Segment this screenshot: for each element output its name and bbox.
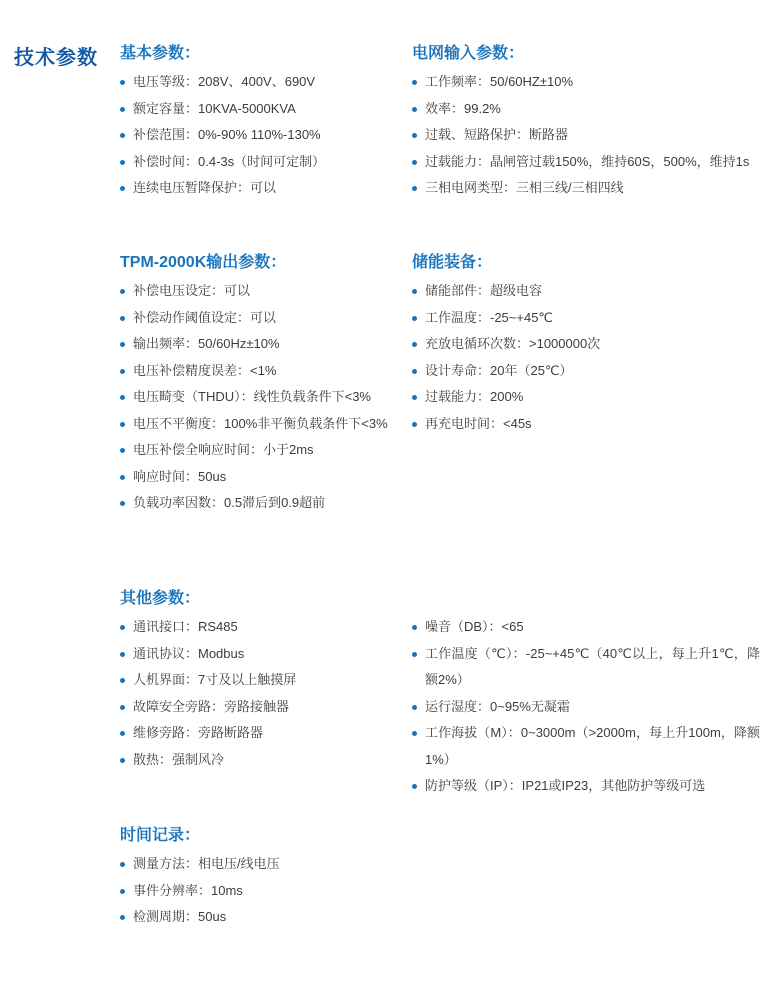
spec-item <box>120 490 412 517</box>
spec-item <box>120 278 412 305</box>
spec-text: 储能部件：超级电容 <box>425 283 543 298</box>
spec-text: 过载能力：晶闸管过载150%，维持60S，500%，维持1s <box>425 153 750 169</box>
bullet-icon <box>412 784 417 789</box>
spec-item <box>120 878 412 905</box>
spec-item <box>412 694 760 721</box>
spec-list <box>120 851 412 931</box>
section-heading: 电网输入参数： <box>412 45 525 62</box>
spec-item <box>120 411 412 438</box>
spec-item <box>412 411 712 438</box>
spec-text: 噪音（DB）：<65 <box>425 619 524 634</box>
bullet-icon <box>120 342 125 347</box>
bullet-icon <box>120 915 125 920</box>
bullet-icon <box>120 678 125 683</box>
bullet-icon <box>412 160 417 165</box>
spec-item <box>120 720 412 747</box>
bullet-icon <box>120 889 125 894</box>
spec-text: 工作温度：-25~+45℃ <box>425 309 554 325</box>
spec-item <box>120 69 412 96</box>
bullet-icon <box>412 289 417 294</box>
section-grid-input-params <box>412 44 762 202</box>
spec-text: 电压畸变（THDU）：线性负载条件下<3% <box>133 389 371 404</box>
spec-text: 通讯协议：Modbus <box>133 645 245 661</box>
spec-item <box>120 641 412 668</box>
spec-text: 负载功率因数：0.5滞后到0.9超前 <box>133 495 326 510</box>
spec-item <box>412 122 762 149</box>
spec-text: 充放电循环次数：>1000000次 <box>425 336 601 351</box>
spec-item <box>120 175 412 202</box>
spec-item <box>120 96 412 123</box>
bullet-icon <box>120 133 125 138</box>
other-params-columns <box>120 614 760 800</box>
spec-item <box>120 464 412 491</box>
bullet-icon <box>120 289 125 294</box>
spec-text: 电压补偿精度误差：<1% <box>133 362 277 378</box>
spec-text: 补偿电压设定：可以 <box>133 283 251 298</box>
spec-item <box>412 149 762 176</box>
bullet-icon <box>412 395 417 400</box>
bullet-icon <box>412 342 417 347</box>
spec-list <box>120 69 412 202</box>
spec-item <box>412 614 760 641</box>
bullet-icon <box>120 705 125 710</box>
bullet-icon <box>120 107 125 112</box>
bullet-icon <box>120 758 125 763</box>
spec-item <box>120 358 412 385</box>
section-heading: 储能装备： <box>412 254 493 271</box>
spec-text: 效率：99.2% <box>425 100 501 116</box>
section-heading: TPM-2000K输出参数： <box>120 254 287 271</box>
section-heading: 基本参数： <box>120 45 201 62</box>
spec-text: 额定容量：10KVA-5000KVA <box>133 100 296 116</box>
spec-list <box>412 278 712 437</box>
spec-text: 通讯接口：RS485 <box>133 619 238 634</box>
spec-item <box>412 384 712 411</box>
spec-item <box>120 694 412 721</box>
bullet-icon <box>412 316 417 321</box>
spec-item <box>120 122 412 149</box>
spec-item <box>412 69 762 96</box>
bullet-icon <box>120 160 125 165</box>
spec-text: 电压等级：208V、400V、690V <box>133 74 316 89</box>
bullet-icon <box>412 80 417 85</box>
spec-text: 过载、短路保护：断路器 <box>425 127 569 142</box>
spec-item <box>412 773 760 800</box>
spec-item <box>120 384 412 411</box>
bullet-icon <box>412 652 417 657</box>
spec-item <box>412 96 762 123</box>
spec-text: 过载能力：200% <box>425 389 524 404</box>
spec-item <box>120 437 412 464</box>
section-heading: 其他参数： <box>120 590 201 607</box>
spec-item <box>412 305 712 332</box>
spec-text: 电压补偿全响应时间：小于2ms <box>133 442 314 457</box>
spec-item <box>412 358 712 385</box>
spec-text: 补偿时间：0.4-3s（时间可定制） <box>133 153 326 169</box>
spec-item <box>120 851 412 878</box>
spec-text: 再充电时间：<45s <box>425 415 532 431</box>
spec-text: 维修旁路：旁路断路器 <box>133 725 264 740</box>
bullet-icon <box>120 625 125 630</box>
spec-text: 三相电网类型：三相三线/三相四线 <box>425 180 624 195</box>
bullet-icon <box>412 369 417 374</box>
spec-text: 输出频率：50/60Hz±10% <box>133 336 280 351</box>
bullet-icon <box>412 625 417 630</box>
section-time-record <box>120 826 412 931</box>
spec-item <box>120 149 412 176</box>
spec-text: 工作频率：50/60HZ±10% <box>425 74 574 89</box>
spec-list <box>412 69 762 202</box>
spec-text: 工作温度（℃）：-25~+45℃（40℃以上，每上升1℃，降额2%） <box>425 645 760 687</box>
spec-item <box>412 331 712 358</box>
section-energy-storage <box>412 253 712 437</box>
bullet-icon <box>120 316 125 321</box>
spec-list <box>120 278 412 517</box>
section-basic-params <box>120 44 412 202</box>
spec-item <box>120 305 412 332</box>
bullet-icon <box>120 731 125 736</box>
spec-item <box>412 720 760 773</box>
spec-text: 响应时间：50us <box>133 468 227 484</box>
bullet-icon <box>412 186 417 191</box>
bullet-icon <box>120 501 125 506</box>
spec-list <box>120 614 412 800</box>
spec-item <box>412 278 712 305</box>
page-title: 技术参数 <box>14 47 98 69</box>
section-output-params <box>120 253 412 517</box>
bullet-icon <box>120 862 125 867</box>
bullet-icon <box>120 422 125 427</box>
spec-text: 运行湿度：0~95%无凝霜 <box>425 698 570 714</box>
bullet-icon <box>120 186 125 191</box>
spec-text: 工作海拔（M）：0~3000m（>2000m，每上升100m，降额1%） <box>425 725 760 767</box>
bullet-icon <box>120 448 125 453</box>
spec-text: 故障安全旁路：旁路接触器 <box>133 698 290 714</box>
bullet-icon <box>120 475 125 480</box>
spec-item <box>120 747 412 774</box>
section-other-params <box>120 589 760 800</box>
spec-text: 补偿动作阈值设定：可以 <box>133 309 277 325</box>
spec-list <box>412 614 760 800</box>
spec-item <box>412 175 762 202</box>
bullet-icon <box>120 369 125 374</box>
spec-text: 设计寿命：20年（25℃） <box>425 362 573 378</box>
spec-text: 散热：强制风冷 <box>133 751 225 767</box>
bullet-icon <box>412 731 417 736</box>
section-heading: 时间记录： <box>120 827 201 844</box>
spec-text: 电压不平衡度：100%非平衡负载条件下<3% <box>133 415 388 431</box>
spec-item <box>120 667 412 694</box>
spec-text: 防护等级（IP）：IP21或IP23，其他防护等级可选 <box>425 778 706 793</box>
spec-item <box>120 331 412 358</box>
bullet-icon <box>120 395 125 400</box>
bullet-icon <box>412 422 417 427</box>
spec-text: 人机界面：7寸及以上触摸屏 <box>133 672 297 687</box>
spec-text: 补偿范围：0%-90% 110%-130% <box>133 127 321 142</box>
spec-item <box>412 641 760 694</box>
bullet-icon <box>120 80 125 85</box>
spec-item <box>120 614 412 641</box>
bullet-icon <box>120 652 125 657</box>
spec-text: 检测周期：50us <box>133 909 227 924</box>
spec-text: 测量方法：相电压/线电压 <box>133 856 280 871</box>
bullet-icon <box>412 133 417 138</box>
bullet-icon <box>412 107 417 112</box>
spec-text: 事件分辨率：10ms <box>133 882 243 898</box>
bullet-icon <box>412 705 417 710</box>
spec-text: 连续电压暂降保护：可以 <box>133 180 277 195</box>
spec-item <box>120 904 412 931</box>
